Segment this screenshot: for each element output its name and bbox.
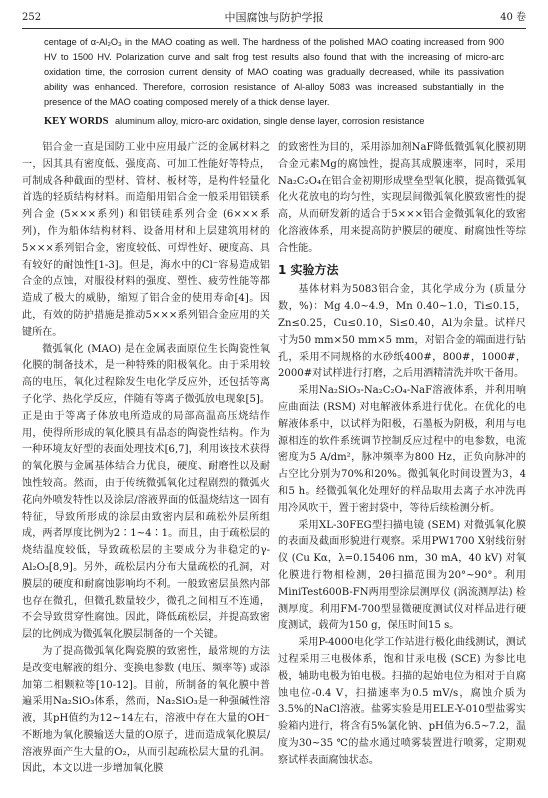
intro-paragraph-1: 铝合金一直是国防工业中应用最广泛的金属材料之一，因其具有密度低、强度高、可加工性能好等特点，可制成各种截面的型材、管材、板材等，是构件轻量化首选的轻质结构材料。而造船用铝合金一般采用铝镁系列合金 (5×××系列) 和铝镁硅系列合金 (6×××系列)，作为船体结构材料、设备用材和上层建筑用材的5×××系列铝合金，密度较低、可焊性好、硬度高、具有较好的耐蚀性[1-3]。但是，海水中的Cl⁻容易造成铝合金的点蚀，对服役材料的强度、塑性、疲劳性能等都造成了极大的威胁，缩短了铝合金的使用寿命[4]。因此，有效的防护措施是推动5×××系列铝合金应用的关键所在。 — [22, 142, 270, 338]
keywords-text: aluminum alloy, micro-arc oxidation, single dense layer, corrosion resistance — [115, 116, 425, 126]
volume-label: 40 卷 — [500, 12, 526, 23]
left-column — [22, 140, 270, 778]
methods-paragraph-3: 采用XL-30FEG型扫描电镜 (SEM) 对微弧氧化膜的表面及截面形貌进行观察。采用PW1700 X射线衍射仪 (Cu Kα，λ=0.15406 nm，30 mA，40 kV) 对氧化膜进行物相检测，2θ扫描范围为20°~90°。利用MiniTest600B-FN两用型涂层测厚仪 (涡流测厚法) 检测厚度。利用FM-700型显微硬度测试仪对样品进行硬度测试，载荷为150 g，保压时间15 s。 — [278, 519, 526, 632]
abstract-text: centage of α-Al₂O₃ in the MAO coating as well. The hardness of the polished MAO coating increased from 900 HV to 1500 HV. Polarization curve and salt frog test results also found that with the increasing of micro-arc oxidation time, the corrosion current density of MAO coating was gradually decreased, while its passivation ability was enhanced. Therefore, corrosion resistance of Al-alloy 5083 was increased substantially in the presence of the MAO coating composed merely of a thick dense layer. — [44, 37, 504, 107]
keywords-line — [44, 114, 524, 129]
intro-paragraph-3-continued: 的致密性为目的，采用添加剂NaF降低微弧氧化膜初期合金元素Mg的腐蚀性，提高其成膜速率，同时，采用Na₂C₂O₄在铝合金初期形成壁垒型氧化膜，提高微弧氧化火花放电的均匀性，实现层间微弧氧化膜致密性的提高，从而研发新的适合于5×××铝合金微弧氧化的致密化溶液体系，用来提高防护膜层的硬度、耐腐蚀性等综合性能。 — [278, 142, 526, 254]
keywords-label: KEY WORDS — [44, 116, 109, 127]
abstract-continuation — [44, 35, 504, 110]
header-rule — [22, 28, 526, 29]
intro-paragraph-3: 为了提高微弧氧化陶瓷膜的致密性，最常规的方法是改变电解液的组分、变换电参数 (电压、频率等) 或添加第二相颗粒等[10-12]。目前，所制备的氧化膜中普遍采用Na₂SiO₃体系，然而，Na₂SiO₃是一种强碱性溶液，其pH值约为12~14左右，溶液中存在大量的OH⁻不断地为氧化膜输送大量的O原子，进而造成氧化膜层/溶液界面产生大量的O₂，从而引起疏松层大量的孔洞。因此，本文以进一步增加氧化膜 — [22, 645, 270, 775]
intro-paragraph-2: 微弧氧化 (MAO) 是在金属表面原位生长陶瓷性氧化膜的制备技术，是一种特殊的阳极氧化。由于采用较高的电压，氧化过程除发生电化学反应外，还包括等离子化学、热化学反应，伴随有等离子微弧放电现象[5]。正是由于等离子体放电所造成的局部高温高压烧结作用，使得所形成的氧化膜具有晶态的陶瓷性结构。作为一种环境友好型的表面处理技术[6,7]，利用该技术获得的氧化膜与金属基体结合力优良，硬度、耐磨性以及耐蚀性较高。然而，由于传统微弧氧化过程剧烈的微弧火花向外喷发特性以及涂层/溶液界面的低温烧结这一固有特征，导致所形成的涂层由致密内层和疏松外层所组成，两者厚度比例为2∶1~4∶1。而且，由于疏松层的烧结温度较低，导致疏松层的主要成分为非稳定的γ-Al₂O₃[8,9]。另外，疏松层内分布大量疏松的孔洞，对膜层的硬度和耐腐蚀影响均不利。一般致密层虽然内部也存在微孔，但微孔数量较少，微孔之间相互不连通，不会导致贯穿性腐蚀。因此，降低疏松层，并提高致密层的比例成为微弧氧化膜层制备的一个关键。 — [22, 343, 270, 641]
methods-paragraph-1: 基体材料为5083铝合金，其化学成分为 (质量分数，%)：Mg 4.0~4.9，Mn 0.40~1.0，Ti≤0.15，Zn≤0.25，Cu≤0.10，Si≤0.40，Al为余量。试样尺寸为50 mm×50 mm×5 mm，对铝合金的端面进行钻孔，采用不同规格的水砂纸400#，800#，1000#，2000#对试样进行打磨，之后用酒精清洗并吹干备用。 — [278, 284, 526, 380]
running-header — [22, 10, 526, 26]
methods-paragraph-4: 采用P-4000电化学工作站进行极化曲线测试，测试过程采用三电极体系，饱和甘汞电极 (SCE) 为参比电极，辅助电极为铂电极。扫描的起始电位为相对于自腐蚀电位-0.4 V，扫描速率为0.5 mV/s，腐蚀介质为3.5%的NaCl溶液。盐雾实验是用ELE-Y-010型盐雾实验箱内进行，将含有5%氯化钠、pH值为6.5~7.2，温度为30~35 ℃的盐水通过喷雾装置进行喷雾，定期观察试样表面腐蚀状态。 — [278, 637, 526, 766]
right-column — [278, 140, 526, 769]
methods-paragraph-2: 采用Na₂SiO₃-Na₂C₂O₄-NaF溶液体系，并利用响应曲面法 (RSM) 对电解液体系进行优化。在优化的电解液体系中，以试样为阳极，石墨板为阴极，利用与电源相连的软件系统调节控制反应过程中的电参数，电流密度为5 A/dm²，脉冲频率为800 Hz，正负向脉冲的占空比分别为70%和20%。微弧氧化时间设置为3，4和5 h。经微弧氧化处理好的样品取用去离子水冲洗再用冷风吹干，置于密封袋中，等待后续检测分析。 — [278, 385, 526, 514]
section-heading-methods: 1 实验方法 — [278, 262, 339, 277]
page-number: 252 — [22, 12, 42, 23]
journal-title: 中国腐蚀与防护学报 — [224, 11, 324, 24]
